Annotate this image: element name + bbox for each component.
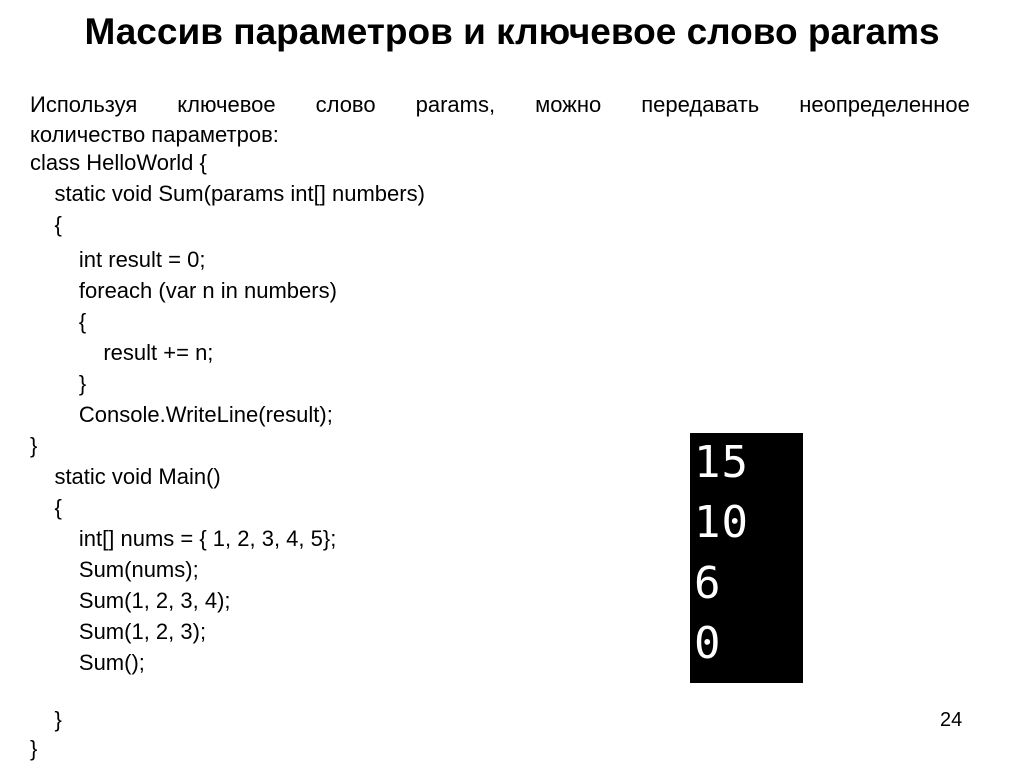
code-line: Sum(1, 2, 3, 4);: [30, 588, 231, 613]
code-line: }: [30, 707, 62, 732]
code-line: foreach (var n in numbers): [30, 278, 337, 303]
code-line: class HelloWorld {: [30, 150, 207, 175]
code-line: static void Sum(params int[] numbers): [30, 181, 425, 206]
code-line: int[] nums = { 1, 2, 3, 4, 5};: [30, 526, 337, 551]
intro-word: params,: [415, 92, 496, 117]
code-line: {: [30, 309, 87, 334]
code-line: {: [30, 212, 62, 237]
code-line: Console.WriteLine(result);: [30, 402, 333, 427]
console-output-line: 15: [694, 437, 749, 488]
code-line: {: [30, 495, 62, 520]
code-line: }: [30, 736, 38, 761]
console-output-line: 6: [694, 558, 722, 609]
console-output-window: [690, 433, 803, 683]
intro-word: слово: [315, 92, 376, 117]
intro-text: [30, 90, 970, 150]
intro-word: передавать: [641, 92, 760, 117]
code-line: result += n;: [30, 340, 214, 365]
console-output-line: 0: [694, 618, 722, 669]
intro-word: можно: [535, 92, 602, 117]
code-line: int result = 0;: [30, 247, 206, 272]
intro-word: Используя: [30, 92, 138, 117]
code-line: Sum(nums);: [30, 557, 199, 582]
code-line: }: [30, 433, 38, 458]
intro-line-2: количество параметров:: [30, 122, 279, 147]
console-output-line: 10: [694, 497, 749, 548]
code-line: Sum();: [30, 650, 145, 675]
code-line: }: [30, 371, 87, 396]
intro-word: неопределенное: [799, 92, 970, 117]
intro-word: ключевое: [177, 92, 276, 117]
page-number: 24: [940, 709, 963, 731]
code-listing: [30, 150, 425, 761]
intro-line-1: [30, 90, 970, 120]
slide-title: Массив параметров и ключевое слово params: [84, 11, 940, 52]
code-line: static void Main(): [30, 464, 221, 489]
code-line: Sum(1, 2, 3);: [30, 619, 207, 644]
